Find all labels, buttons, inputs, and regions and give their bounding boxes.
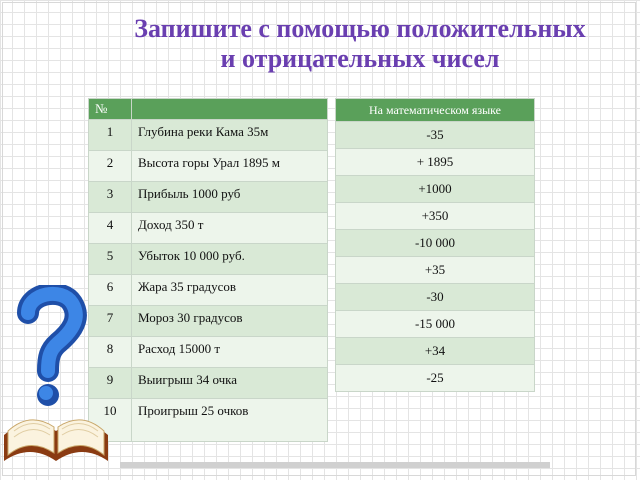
row-text: Жара 35 градусов [132, 275, 328, 306]
row-text: Доход 350 т [132, 213, 328, 244]
table-row [336, 284, 535, 311]
row-text: Убыток 10 000 руб. [132, 244, 328, 275]
table-row [89, 368, 328, 399]
table-row [336, 338, 535, 365]
table-row [89, 306, 328, 337]
title-line-1: Запишите с помощью положительных [134, 14, 586, 43]
math-value: -15 000 [336, 311, 535, 338]
math-value: +34 [336, 338, 535, 365]
math-header: На математическом языке [336, 99, 535, 122]
row-text: Мороз 30 градусов [132, 306, 328, 337]
row-text: Высота горы Урал 1895 м [132, 151, 328, 182]
statements-table [88, 98, 328, 442]
table-row [89, 120, 328, 151]
question-mark-icon [28, 294, 76, 406]
table-row [336, 122, 535, 149]
table-row [336, 311, 535, 338]
table-row [336, 257, 535, 284]
math-notation-table [335, 98, 535, 392]
row-number: 4 [89, 213, 132, 244]
row-number: 7 [89, 306, 132, 337]
row-number: 1 [89, 120, 132, 151]
math-value: +1000 [336, 176, 535, 203]
table-row [89, 244, 328, 275]
row-number: 10 [89, 399, 132, 442]
table-row [336, 149, 535, 176]
header-num: № [89, 99, 132, 120]
table-row [336, 230, 535, 257]
slide-title [95, 14, 625, 74]
math-value: -10 000 [336, 230, 535, 257]
table-row [336, 365, 535, 392]
footer-shadow [120, 462, 550, 468]
math-value: +350 [336, 203, 535, 230]
row-number: 6 [89, 275, 132, 306]
math-value: +35 [336, 257, 535, 284]
math-value: -30 [336, 284, 535, 311]
table-row [89, 213, 328, 244]
header-text [132, 99, 328, 120]
table-row [336, 203, 535, 230]
math-value: + 1895 [336, 149, 535, 176]
table-row [336, 176, 535, 203]
row-number: 9 [89, 368, 132, 399]
table-row [89, 182, 328, 213]
row-text: Расход 15000 т [132, 337, 328, 368]
row-text: Прибыль 1000 руб [132, 182, 328, 213]
math-value: -25 [336, 365, 535, 392]
row-text: Глубина реки Кама 35м [132, 120, 328, 151]
row-number: 3 [89, 182, 132, 213]
table-row [89, 151, 328, 182]
math-value: -35 [336, 122, 535, 149]
row-number: 8 [89, 337, 132, 368]
question-book-icon [0, 285, 110, 475]
row-text: Проигрыш 25 очков [132, 399, 328, 442]
row-text: Выигрыш 34 очка [132, 368, 328, 399]
book-icon [4, 420, 108, 461]
table-row [89, 337, 328, 368]
table-row [89, 275, 328, 306]
table-row [89, 399, 328, 442]
row-number: 2 [89, 151, 132, 182]
row-number: 5 [89, 244, 132, 275]
title-line-2: и отрицательных чисел [220, 44, 500, 73]
